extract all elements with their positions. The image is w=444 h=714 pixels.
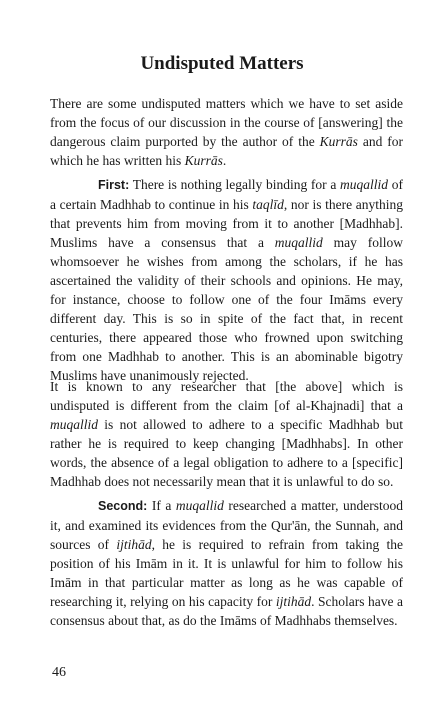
italic-term: Kurrās	[184, 153, 223, 168]
page-number: 46	[52, 665, 66, 680]
text-span: may follow whomsoever he wishes from among the scholars, if he has ascertained the validity of their schools and opinions. He may, for instance, choose to follow one of the four Imāms every different day. This is so in spite of the fact that, in recent centuries, there appeared those who frowned upon switching from one Madhhab to another. This is an abominable bigotry Muslims have unanimously rejected.	[50, 235, 403, 383]
italic-term: muqallid	[50, 417, 99, 432]
italic-term: muqallid	[340, 177, 389, 192]
text-span: , he is required to refrain from taking the position of his Imām in it. It is unlawful for him to follow his Imām in that particular matter as long as he was capable of researching it, relying on his capacity for	[50, 537, 403, 609]
italic-term: muqallid	[175, 498, 224, 513]
text-span: If a	[147, 498, 176, 513]
text-span: There are some undisputed matters which we have to set aside from the focus of our discussion in the course of [answering] the dangerous claim purported by the author of the	[50, 96, 403, 149]
paragraph-intro	[50, 94, 403, 170]
text-span: is not allowed to adhere to a specific Madhhab but rather he is required to keep changing [Madhhabs]. In other words, the absence of a legal obligation to adhere to a [specific] Madhhab does not necessarily mean that it is unlawful to do so.	[50, 417, 403, 489]
text-span: and for which he has written his	[50, 134, 403, 168]
section-heading-first: First:	[98, 178, 130, 192]
text-span: .	[222, 153, 227, 168]
section-heading-second: Second:	[98, 499, 148, 513]
italic-term: taqlīd	[252, 197, 284, 212]
text-span: researched a matter, understood it, and examined its evidences from the Qur'ān, the Sunnah, and sources of	[50, 498, 403, 552]
text-span: It is known to any researcher that [the above] which is undisputed is different from the claim [of al-Khajnadi] that a	[50, 379, 403, 413]
paragraph-known	[50, 377, 403, 491]
italic-term: ijtihād	[116, 537, 152, 552]
italic-term: muqallid	[274, 235, 323, 250]
text-span: . Scholars have a consensus about that, as do the Imāms of Madhhabs themselves.	[50, 594, 403, 628]
text-span: There is nothing legally binding for a	[129, 177, 341, 192]
paragraph-first	[50, 175, 403, 385]
text-span: of a certain Madhhab to continue in his	[50, 177, 403, 212]
italic-term: Kurrās	[319, 134, 358, 149]
page-title: Undisputed Matters	[140, 53, 304, 74]
paragraph-second	[50, 496, 403, 630]
text-span: , nor is there anything that prevents him from moving from it to another [Madhhab]. Muslims have a consensus that a	[50, 197, 403, 250]
italic-term: ijtihād	[275, 594, 312, 609]
